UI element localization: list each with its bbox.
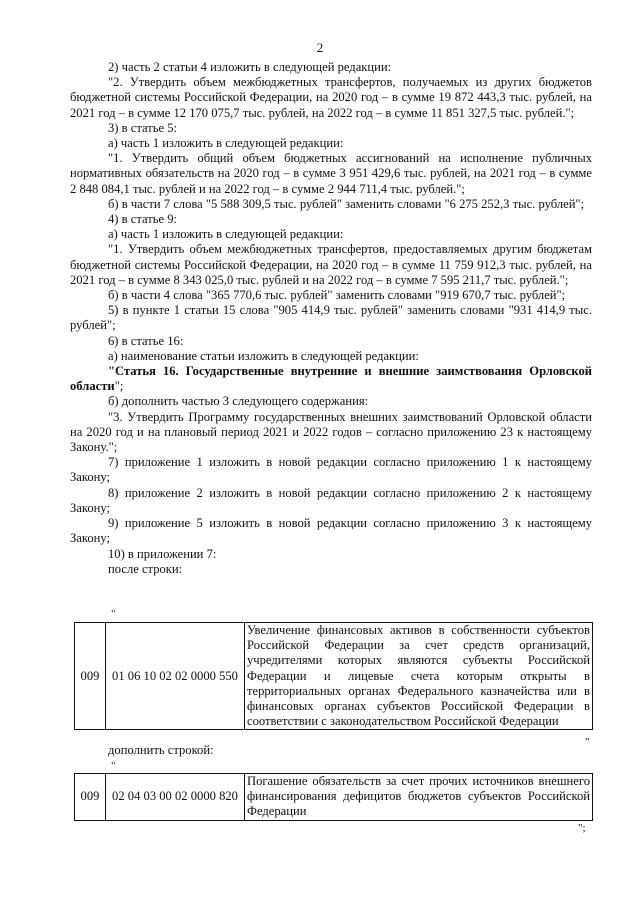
paragraph-article-9-part-1: а) часть 1 изложить в следующей редакции: [108, 227, 344, 242]
description-cell: Погашение обязательств за счет прочих источников внешнего финансирования дефицитов бюджетов субъектов Российской Федерации [245, 774, 593, 821]
paragraph-amend-article-4: 2) часть 2 статьи 4 изложить в следующей редакции: [108, 60, 392, 74]
added-row-table [74, 773, 593, 821]
source-row-table [74, 622, 593, 730]
paragraph-borrowing-program: "3. Утвердить Программу государственных внешних заимствований Орловской области на 2020 год и на плановый период 2021 и 2022 годов – согласно приложению 23 к настоящему Закону."; [70, 409, 592, 455]
paragraph-transfers-received: "2. Утвердить объем межбюджетных трансфертов, получаемых из других бюджетов бюджетной системы Российской Федерации, на 2020 год – в сумме 19 872 443,3 тыс. рублей, на 2021 год – в сумме 12 170 075,7 тыс. рублей, на 2022 год – в сумме 11 851 327,5 тыс. рублей."; [70, 75, 592, 120]
quote-close-final: "; [578, 822, 586, 834]
paragraph-article-16-title-change: а) наименование статьи изложить в следующей редакции: [108, 348, 419, 363]
quote-close-1: " [585, 736, 590, 748]
kbk-code-cell: 01 06 10 02 02 0000 550 [106, 623, 245, 730]
paragraph-transfers-provided: "1. Утвердить объем межбюджетных трансфертов, предоставляемых другим бюджетам бюджетной системы Российской Федерации, на 2020 год – в сумме 11 759 912,3 тыс. рублей, на 2021 год – в сумме 8 343 025,0 тыс. рублей и на 2022 год – в сумме 7 595 211,7 тыс. рублей."; [70, 242, 592, 287]
paragraph-appendix-2: 8) приложение 2 изложить в новой редакции согласно приложению 2 к настоящему Закону; [70, 485, 592, 515]
quote-open-1: " [111, 608, 116, 620]
paragraph-article-5-part-7: б) в части 7 слова "5 588 309,5 тыс. рублей" заменить словами "6 275 252,3 тыс. рублей"; [108, 196, 585, 211]
description-cell: Увеличение финансовых активов в собственности субъектов Российской Федерации за счет средств организаций, учредителями которых являются субъекты Российской Федерации и лицевые счета которым открыты в территориальных органах Федерального казначейства или в финансовых органах субъектов Российской Федерации в соответствии с законодательством Российской Федерации [245, 623, 593, 730]
article-16-title-tail: "; [114, 379, 124, 394]
paragraph-article-16-title [70, 364, 592, 394]
paragraph-article-9-part-4: б) в части 4 слова "365 770,6 тыс. рублей" заменить словами "919 670,7 тыс. рублей"; [108, 288, 566, 303]
quote-open-2: " [111, 760, 116, 772]
paragraph-appendix-7: 10) в приложении 7: [108, 546, 217, 561]
paragraph-public-obligations: "1. Утвердить общий объем бюджетных ассигнований на исполнение публичных нормативных обязательств на 2020 год – в сумме 3 951 429,6 тыс. рублей, на 2021 год – в сумме 2 848 084,1 тыс. рублей и на 2022 год – в сумме 2 944 711,4 тыс. рублей."; [70, 151, 592, 196]
paragraph-article-16-part-3: б) дополнить частью 3 следующего содержания: [108, 394, 369, 409]
document-body [70, 60, 592, 577]
paragraph-article-15: 5) в пункте 1 статьи 15 слова "905 414,9 тыс. рублей" заменить словами "931 414,9 тыс. рублей"; [70, 303, 592, 333]
paragraph-article-9: 4) в статье 9: [108, 212, 178, 227]
paragraph-appendix-1: 7) приложение 1 изложить в новой редакции согласно приложению 1 к настоящему Закону; [70, 455, 592, 485]
page-number: 2 [316, 40, 324, 55]
paragraph-appendix-5: 9) приложение 5 изложить в новой редакции согласно приложению 3 к настоящему Закону; [70, 516, 592, 546]
table-row [75, 774, 593, 821]
kbk-code-cell: 02 04 03 00 02 0000 820 [106, 774, 245, 821]
paragraph-article-5-part-1: а) часть 1 изложить в следующей редакции: [108, 136, 344, 151]
document-body-continued [70, 743, 592, 758]
admin-code-cell: 009 [75, 623, 106, 730]
paragraph-add-row: дополнить строкой: [108, 743, 214, 757]
article-16-title-bold: "Статья 16. Государственные внутренние и внешние заимствования Орловской области [70, 364, 592, 394]
paragraph-after-row: после строки: [108, 561, 183, 576]
admin-code-cell: 009 [75, 774, 106, 821]
paragraph-article-5: 3) в статье 5: [108, 120, 178, 135]
table-row [75, 623, 593, 730]
paragraph-article-16: 6) в статье 16: [108, 333, 184, 348]
